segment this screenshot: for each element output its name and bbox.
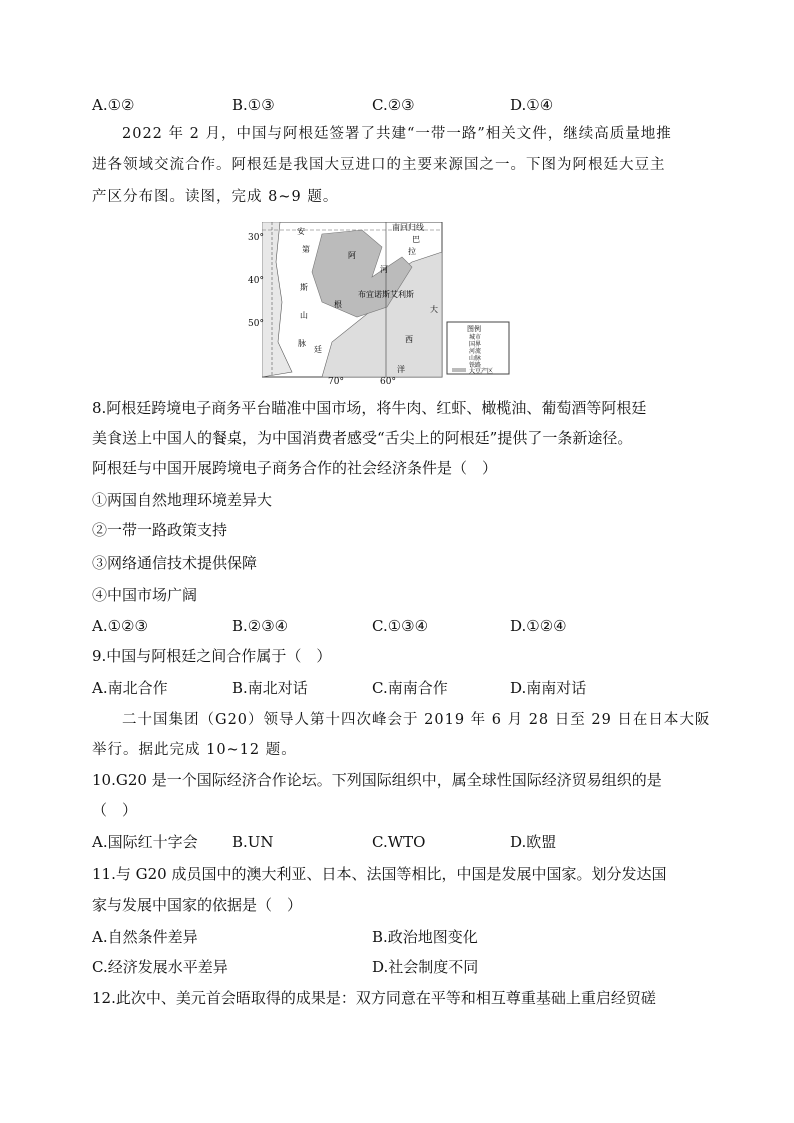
q8-option-d: D.①②④ [510, 617, 567, 635]
svg-text:大豆产区: 大豆产区 [469, 368, 494, 375]
argentina-soybean-map [262, 222, 512, 382]
q7-option-d: D.①④ [510, 96, 554, 114]
q9-stem: 9.中国与阿根廷之间合作属于（ ） [92, 647, 332, 665]
svg-text:山脉: 山脉 [469, 355, 482, 362]
q7-option-c: C.②③ [372, 96, 415, 114]
q11-stem: 11.与 G20 成员国中的澳大利亚、日本、法国等相比，中国是发展中国家。划分发达国 [92, 865, 667, 883]
intro2-line: 举行。据此完成 10~12 题。 [92, 742, 297, 758]
q10-stem: 10.G20 是一个国际经济合作论坛。下列国际组织中，属全球性国际经济贸易组织的是 [92, 771, 662, 789]
intro-line: 进各领域交流合作。阿根廷是我国大豆进口的主要来源国之一。下图为阿根廷大豆主 [92, 157, 666, 173]
map-label: 根 [334, 300, 342, 309]
lat-40: 40° [248, 276, 264, 286]
q11-stem: 家与发展中国家的依据是（ ） [92, 896, 303, 914]
map-label: 安 [297, 227, 305, 236]
q8-option-a: A.①②③ [92, 617, 148, 635]
map-label: 斯 [300, 283, 308, 292]
q11-option-a: A.自然条件差异 [92, 928, 198, 946]
map-label: 脉 [298, 339, 306, 348]
map-label: 洋 [397, 365, 405, 374]
q10-stem: （ ） [92, 801, 138, 819]
svg-text:铁路: 铁路 [469, 362, 482, 369]
q9-option-a: A.南北合作 [92, 679, 168, 697]
svg-text:国界: 国界 [469, 341, 482, 348]
q8-item: ①两国自然地理环境差异大 [92, 491, 273, 509]
intro-line: 2022 年 2 月，中国与阿根廷签署了共建“一带一路”相关文件，继续高质量地推 [122, 126, 672, 142]
q8-stem: 阿根廷与中国开展跨境电子商务合作的社会经济条件是（ ） [92, 459, 498, 477]
lat-50: 50° [248, 319, 264, 329]
q8-stem: 美食送上中国人的餐桌，为中国消费者感受“舌尖上的阿根廷”提供了一条新途径。 [92, 429, 633, 447]
map-label: 南回归线 [392, 223, 424, 232]
map-label: 第 [302, 245, 310, 254]
q8-item: ②一带一路政策支持 [92, 521, 228, 539]
q10-option-d: D.欧盟 [510, 833, 557, 851]
map-label: 布宜诺斯艾利斯 [358, 290, 414, 299]
map-label: 拉 [408, 247, 416, 256]
q9-option-c: C.南南合作 [372, 679, 448, 697]
q9-option-d: D.南南对话 [510, 679, 587, 697]
map-label: 大 [430, 305, 438, 314]
q10-option-b: B.UN [232, 833, 274, 851]
map-label: 河 [380, 265, 388, 274]
q8-option-b: B.②③④ [232, 617, 289, 635]
q8-option-c: C.①③④ [372, 617, 429, 635]
map-label: 西 [405, 335, 413, 344]
q10-option-c: C.WTO [372, 833, 426, 851]
q11-option-b: B.政治地图变化 [372, 928, 478, 946]
lon-70: 70° [328, 377, 344, 387]
intro-line: 产区分布图。读图，完成 8~9 题。 [92, 189, 339, 205]
q12-stem: 12.此次中、美元首会晤取得的成果是：双方同意在平等和相互尊重基础上重启经贸磋 [92, 989, 656, 1007]
intro2-line: 二十国集团（G20）领导人第十四次峰会于 2019 年 6 月 28 日至 29 日在日本大阪 [122, 712, 711, 728]
map-label: 阿 [348, 251, 356, 260]
q8-item: ④中国市场广阔 [92, 586, 198, 604]
map-label: 廷 [314, 345, 322, 354]
map-legend [447, 322, 509, 375]
q7-option-b: B.①③ [232, 96, 275, 114]
map-label: 巴 [412, 235, 420, 244]
q8-item: ③网络通信技术提供保障 [92, 554, 258, 572]
lat-30: 30° [248, 233, 264, 243]
svg-text:河流: 河流 [469, 348, 482, 355]
q11-option-d: D.社会制度不同 [372, 958, 479, 976]
svg-text:图例: 图例 [467, 325, 481, 333]
q9-option-b: B.南北对话 [232, 679, 308, 697]
svg-text:城市: 城市 [469, 334, 482, 341]
q8-stem: 8.阿根廷跨境电子商务平台瞄准中国市场，将牛肉、红虾、橄榄油、葡萄酒等阿根廷 [92, 399, 647, 417]
q10-option-a: A.国际红十字会 [92, 833, 198, 851]
q7-option-a: A.①② [92, 96, 135, 114]
q11-option-c: C.经济发展水平差异 [92, 958, 228, 976]
lon-60: 60° [380, 377, 396, 387]
map-label: 山 [300, 311, 308, 320]
